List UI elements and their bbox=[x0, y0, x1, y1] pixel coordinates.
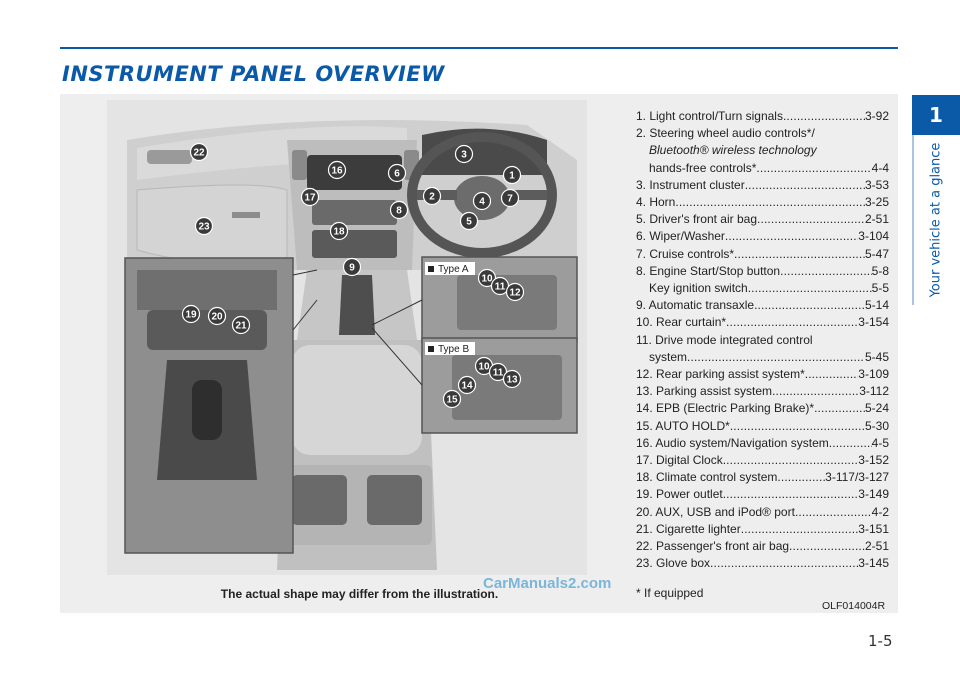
feature-label: 21. Cigarette lighter bbox=[636, 521, 741, 536]
feature-page-ref[interactable]: 3-117/3-127 bbox=[825, 470, 889, 485]
feature-label: 3. Instrument cluster bbox=[636, 177, 745, 192]
feature-list-item bbox=[636, 452, 889, 469]
feature-label: 12. Rear parking assist system* bbox=[636, 367, 805, 382]
feature-page-ref[interactable]: 5-47 bbox=[864, 246, 889, 261]
feature-page-ref[interactable]: 3-152 bbox=[858, 453, 889, 468]
feature-list-item bbox=[636, 383, 889, 400]
callout-number: 18 bbox=[333, 226, 345, 238]
feature-label: hands-free controls* bbox=[649, 160, 757, 175]
header-rule bbox=[60, 47, 898, 49]
callout-number: 23 bbox=[198, 221, 210, 233]
callout-number: 10 bbox=[481, 273, 493, 285]
feature-label: 14. EPB (Electric Parking Brake)* bbox=[636, 401, 815, 416]
feature-list-item bbox=[636, 125, 889, 177]
callout-number: 11 bbox=[494, 281, 506, 293]
feature-label: 5. Driver's front air bag bbox=[636, 212, 758, 227]
footnote: * If equipped bbox=[636, 586, 704, 600]
feature-list-item bbox=[636, 297, 889, 314]
feature-label: 1. Light control/Turn signals bbox=[636, 109, 783, 123]
feature-page-ref[interactable]: 3-25 bbox=[864, 195, 889, 210]
feature-page-ref[interactable]: 2-51 bbox=[864, 212, 889, 227]
feature-label: 22. Passenger's front air bag bbox=[636, 539, 790, 554]
feature-page-ref[interactable]: 3-112 bbox=[859, 384, 889, 399]
feature-list-item bbox=[636, 211, 889, 228]
callout-number: 19 bbox=[185, 309, 197, 321]
feature-list-item bbox=[636, 108, 889, 125]
feature-list-item bbox=[636, 521, 889, 538]
feature-list-item bbox=[636, 555, 889, 572]
callout-number: 5 bbox=[466, 216, 472, 228]
callout-number: 20 bbox=[211, 311, 223, 323]
feature-page-ref[interactable]: 5-14 bbox=[864, 298, 889, 313]
feature-list-item bbox=[636, 263, 889, 297]
feature-label: 19. Power outlet bbox=[636, 487, 723, 502]
feature-label: 6. Wiper/Washer bbox=[636, 229, 725, 244]
type-b-label: Type B bbox=[438, 344, 470, 355]
callout-number: 2 bbox=[429, 191, 435, 203]
page-number: 1-5 bbox=[868, 632, 893, 650]
feature-label: 16. Audio system/Navigation system bbox=[636, 435, 829, 450]
callout-number: 13 bbox=[506, 374, 518, 386]
feature-page-ref[interactable]: 3-109 bbox=[858, 367, 889, 382]
feature-label: 7. Cruise controls* bbox=[636, 246, 735, 261]
feature-list-item bbox=[636, 194, 889, 211]
feature-list-item bbox=[636, 366, 889, 383]
feature-page-ref[interactable]: 4-5 bbox=[871, 435, 889, 450]
feature-list-item bbox=[636, 486, 889, 503]
feature-page-ref[interactable]: 3-151 bbox=[858, 521, 889, 536]
feature-label: 2. Steering wheel audio controls*/ bbox=[636, 126, 815, 141]
callout-number: 10 bbox=[478, 361, 490, 373]
callout-number: 4 bbox=[479, 196, 485, 208]
feature-label: 13. Parking assist system bbox=[636, 384, 773, 399]
feature-page-ref[interactable]: 2-51 bbox=[864, 539, 889, 554]
feature-label: 18. Climate control system bbox=[636, 470, 778, 485]
feature-page-ref[interactable]: 3-92 bbox=[864, 109, 889, 123]
feature-list-item bbox=[636, 177, 889, 194]
feature-page-ref[interactable]: 4-4 bbox=[871, 160, 889, 175]
callout-number: 22 bbox=[193, 147, 205, 159]
illustration-caption: The actual shape may differ from the illustration. bbox=[220, 587, 499, 601]
feature-label: 10. Rear curtain* bbox=[636, 315, 727, 330]
feature-page-ref[interactable]: 5-8 bbox=[871, 263, 889, 278]
feature-page-ref[interactable]: 5-30 bbox=[864, 418, 889, 433]
feature-label: 9. Automatic transaxle bbox=[636, 298, 755, 313]
feature-list-item bbox=[636, 332, 889, 366]
feature-list-item bbox=[636, 504, 889, 521]
callout-number: 1 bbox=[509, 170, 515, 182]
image-code: OLF014004R bbox=[822, 600, 886, 612]
feature-list bbox=[636, 108, 889, 572]
feature-list-item bbox=[636, 469, 889, 486]
feature-list-item bbox=[636, 418, 889, 435]
feature-list-item bbox=[636, 228, 889, 245]
callout-number: 16 bbox=[331, 165, 343, 177]
callout-number: 7 bbox=[507, 193, 513, 205]
callout-number: 3 bbox=[461, 149, 467, 161]
callout-number: 8 bbox=[396, 205, 402, 217]
feature-page-ref[interactable]: 3-154 bbox=[858, 315, 889, 330]
callout-number: 15 bbox=[446, 394, 458, 406]
callout-number: 6 bbox=[394, 168, 400, 180]
feature-page-ref[interactable]: 5-24 bbox=[864, 401, 889, 416]
type-a-label: Type A bbox=[438, 264, 469, 275]
callout-number: 14 bbox=[461, 380, 473, 392]
feature-label: 4. Horn bbox=[636, 195, 676, 210]
feature-list-item bbox=[636, 314, 889, 331]
feature-page-ref[interactable]: 4-2 bbox=[871, 504, 889, 519]
feature-page-ref[interactable]: 3-53 bbox=[864, 177, 889, 192]
feature-label: 23. Glove box bbox=[636, 556, 711, 571]
feature-page-ref[interactable]: 5-5 bbox=[871, 281, 889, 296]
feature-page-ref[interactable]: 3-149 bbox=[858, 487, 889, 502]
callout-number: 12 bbox=[509, 287, 521, 299]
feature-list-item bbox=[636, 246, 889, 263]
feature-page-ref[interactable]: 3-145 bbox=[858, 556, 889, 571]
section-title: Your vehicle at a glance bbox=[928, 142, 944, 298]
callout-number: 11 bbox=[492, 367, 504, 379]
chapter-tab[interactable]: 1 bbox=[912, 95, 960, 135]
feature-list-item bbox=[636, 435, 889, 452]
feature-label: 17. Digital Clock bbox=[636, 453, 723, 468]
feature-label: 8. Engine Start/Stop button bbox=[636, 263, 781, 278]
callout-number: 21 bbox=[235, 320, 247, 332]
callout-number: 17 bbox=[304, 192, 316, 204]
callout-number: 9 bbox=[349, 262, 355, 274]
feature-label: Bluetooth® wireless technology bbox=[649, 143, 817, 158]
feature-label: Key ignition switch bbox=[649, 281, 748, 296]
feature-label: 20. AUX, USB and iPod® port bbox=[636, 504, 795, 519]
feature-list-item bbox=[636, 538, 889, 555]
feature-page-ref[interactable]: 3-104 bbox=[858, 229, 889, 244]
watermark-logo: CarManuals2.com bbox=[483, 575, 612, 592]
dashboard-illustration bbox=[107, 100, 587, 575]
dashboard-drawing bbox=[107, 100, 587, 575]
feature-label: 15. AUTO HOLD* bbox=[636, 418, 730, 433]
feature-list-item bbox=[636, 400, 889, 417]
feature-label: system bbox=[649, 349, 688, 364]
page-title: INSTRUMENT PANEL OVERVIEW bbox=[62, 62, 445, 86]
feature-label: 11. Drive mode integrated control bbox=[636, 332, 813, 347]
feature-page-ref[interactable]: 5-45 bbox=[864, 349, 889, 364]
